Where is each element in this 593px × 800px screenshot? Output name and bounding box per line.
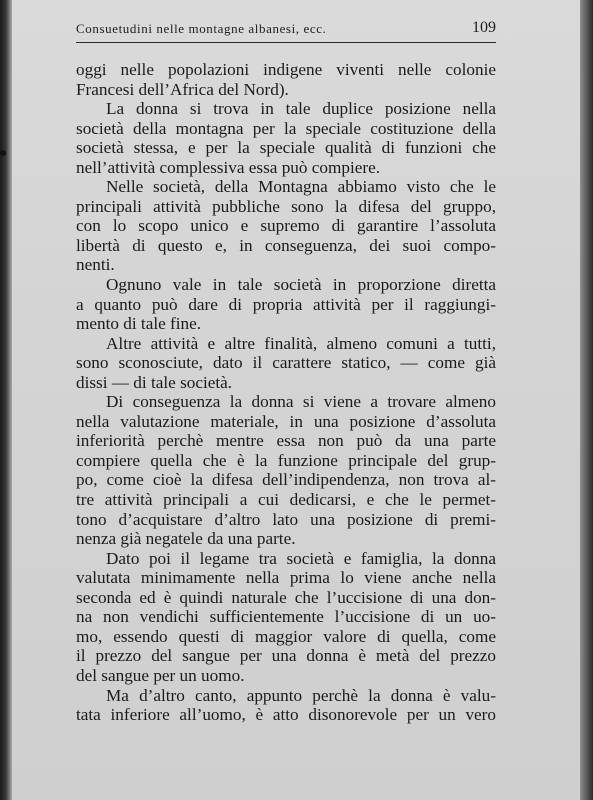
text-line: tata inferiore all’uomo, è atto disonorevole per un vero [76, 705, 496, 725]
text-line: nenza già negatele da una parte. [76, 529, 296, 549]
text-line: La donna si trova in tale duplice posizione nella [106, 99, 496, 119]
text-line: Dato poi il legame tra società e famiglia, la donna [106, 548, 496, 568]
body-text [76, 60, 496, 725]
text-line: Ognuno vale in tale società in proporzione diretta [106, 275, 496, 295]
text-line: nell’attività complessiva essa può compiere. [76, 157, 381, 177]
text-line: nenti. [76, 255, 115, 275]
text-line: mo, essendo questi di maggior valore di quella, come [76, 626, 496, 646]
text-line: seconda ed è quindi naturale che l’uccisione di una don- [76, 587, 496, 607]
text-line: il prezzo del sangue per una donna è metà del prezzo [76, 646, 496, 666]
text-line: tre attività principali a cui dedicarsi, e che le permet- [76, 490, 496, 510]
text-line: dissi — di tale società. [76, 372, 233, 392]
text-line: sono sconosciute, dato il carattere statico, — come già [76, 353, 496, 373]
text-line: Francesi dell’Africa del Nord). [76, 79, 289, 99]
text-line: del sangue per un uomo. [76, 665, 245, 685]
binding-mark [0, 150, 6, 156]
text-line: Altre attività e altre finalità, almeno comuni a tutti, [106, 333, 496, 353]
text-line: tono d’acquistare d’altro lato una posizione di premi- [76, 509, 496, 529]
text-line: oggi nelle popolazioni indigene viventi nelle colonie [76, 60, 496, 79]
text-line: na non vendichi sufficientemente l’uccisione di un uo- [76, 607, 496, 627]
header-rule [76, 42, 496, 43]
text-line: inferiorità perchè mentre essa non può da una parte [76, 431, 496, 451]
text-line: con lo scopo unico e supremo di garantire l’assoluta [76, 216, 496, 236]
text-line: nella valutazione materiale, in una posizione d’assoluta [76, 411, 496, 431]
text-line: principali attività pubbliche sono la difesa del gruppo, [76, 196, 496, 216]
text-line: mento di tale fine. [76, 314, 202, 334]
page-number: 109 [472, 19, 496, 36]
text-line: valutata minimamente nella prima lo viene anche nella [76, 568, 496, 588]
text-line: Di conseguenza la donna si viene a trovare almeno [106, 392, 496, 412]
text-line: Nelle società, della Montagna abbiamo visto che le [106, 177, 496, 197]
text-line: libertà di questo e, in conseguenza, dei suoi compo- [76, 235, 496, 255]
running-head: Consuetudini nelle montagne albanesi, ecc. [76, 21, 327, 36]
text-line: società della montagna per la speciale costituzione della [76, 118, 496, 138]
text-line: compiere quella che è la funzione principale del grup- [76, 450, 496, 470]
text-line: Ma d’altro canto, appunto perchè la donna è valu- [106, 685, 496, 705]
text-line: a quanto può dare di propria attività per il raggiungi- [76, 294, 496, 314]
page-header [76, 21, 496, 41]
text-line: po, come cioè la difesa dell’indipendenza, non trova al- [76, 470, 496, 490]
text-line: società stessa, e per la speciale qualità di funzioni che [76, 138, 496, 158]
